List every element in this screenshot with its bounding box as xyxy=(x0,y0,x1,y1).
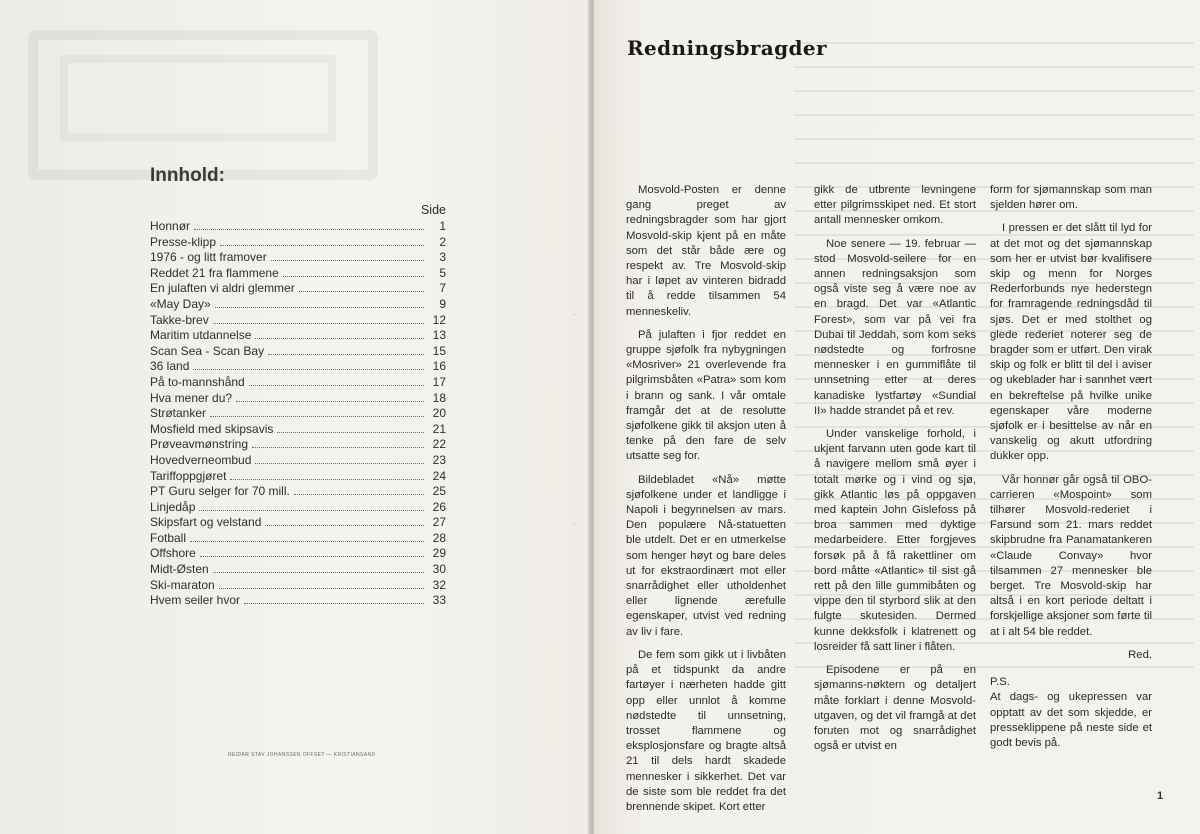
toc-entry xyxy=(150,313,446,329)
toc-leader-dots xyxy=(252,438,424,448)
toc-leader-dots xyxy=(199,501,424,511)
toc-title: Innhold: xyxy=(150,165,225,186)
postscript-text: At dags- og ukepressen var opptatt av det som skjedde, er presseklippene på neste side et godt bevis på. xyxy=(990,691,1152,749)
toc-leader-dots xyxy=(230,470,424,480)
article-paragraph: Episodene er på en sjømanns-nøktern og detaljert måte forklart i denne Mosvold-utgaven, og det vil framgå at det foruten mot og snarrådighet også er utvist en xyxy=(814,664,976,753)
left-page xyxy=(0,0,590,834)
toc-leader-dots xyxy=(194,220,424,230)
article-paragraph: I pressen er det slått til lyd for at det mot og det sjømannskap som her er utvist bør kvalifisere skip og menn for Norges Rederforbunds nye hederstegn for framragende redningsdåd til sjøs. Det er med stolthet og glede rederiet noterer seg de bragder som er utført. Den virak skip og folk er blitt til del i aviser og ukeblader har i sannhet vært en bekreftelse på hvilke unike egenskaper våre moderne sjøfolk er i besittelse av når en vanskelig og akutt utfordring dukker opp. xyxy=(990,222,1152,463)
toc-leader-dots xyxy=(294,485,424,495)
toc-entry-page: 21 xyxy=(432,421,446,436)
toc-entry-title: Hva mener du? xyxy=(150,390,233,405)
toc-entry-page: 7 xyxy=(439,281,446,296)
toc-leader-dots xyxy=(236,392,424,402)
article-paragraph: Noe senere — 19. februar — stod Mosvold-seilere for en annen redningsaksjon som også viste seg å være noe av en bragd. Det var «Atlantic Forest», som var på vei fra Dubai til Jeddah, som kom seks nødstedte og forfrosne mennesker i en gummiflåte til unnsetning etter at deres kanadiske lystfartøy «Sundial II» hadde strandet på et rev. xyxy=(814,237,976,417)
article-paragraph: Bildebladet «Nå» møtte sjøfolkene under et landligge i Napoli i begynnelsen av mars. Den populære Nå-statuetten ble utdelt. Det er en utmerkelse som henger høyt og bare deles ut for ekstraordinært mot eller snarrådighet eller utholdenhet eller lignende ærefulle egenskaper, utvist ved redning av liv i fare. xyxy=(626,473,786,638)
toc-entry xyxy=(150,344,446,360)
article-paragraph: form for sjømannskap som man sjelden hører om. xyxy=(990,184,1152,212)
toc-entry-page: 24 xyxy=(432,468,446,483)
toc-entry-page: 5 xyxy=(439,265,446,280)
gutter-mark: · xyxy=(573,310,576,319)
toc-entry-title: Hvem seiler hvor xyxy=(150,593,241,608)
toc-leader-dots xyxy=(277,423,424,433)
toc-entry xyxy=(150,500,446,516)
toc-leader-dots xyxy=(255,454,424,464)
toc-entry-page: 17 xyxy=(432,374,446,389)
toc-entry-page: 16 xyxy=(432,359,446,374)
toc-entry-title: Strøtanker xyxy=(150,406,207,421)
toc-entry-title: 1976 - og litt framover xyxy=(150,250,267,265)
toc-entry-title: 36 land xyxy=(150,359,190,374)
article-paragraph: De fem som gikk ut i livbåten på et tidspunkt da andre fartøyer i nærheten hadde gitt opp eller unnlot å komme nødstedte til unnsetning, trosset flammene og eksplosjonsfare og bragte altså 21 til dels hardt skadede mennesker i sikkerhet. Det var de siste som ble reddet fra det brennende skipet. Kort etter xyxy=(626,648,786,813)
page-number: 1 xyxy=(1157,790,1164,802)
toc-entry-title: Mosfield med skipsavis xyxy=(150,421,274,436)
toc-entry-page: 15 xyxy=(432,343,446,358)
toc-entry xyxy=(150,437,446,453)
toc-entry-title: «May Day» xyxy=(150,296,211,311)
toc-entry-page: 12 xyxy=(432,312,446,327)
article-paragraph: gikk de utbrente levningene etter pilgrimsskipet ned. Et stort antall mennesker omkom. xyxy=(814,184,976,227)
toc-entry-page: 20 xyxy=(432,406,446,421)
article-column-2 xyxy=(814,183,976,762)
toc-entry xyxy=(150,562,446,578)
toc-entry-title: Skipsfart og velstand xyxy=(150,515,262,530)
toc-entry-title: En julaften vi aldri glemmer xyxy=(150,281,295,296)
toc-page-column-label: Side xyxy=(420,203,446,217)
toc-leader-dots xyxy=(215,298,424,308)
toc-entry xyxy=(150,219,446,235)
toc-entry xyxy=(150,250,446,266)
toc-leader-dots xyxy=(190,532,424,542)
toc-entry-page: 23 xyxy=(432,452,446,467)
toc-leader-dots xyxy=(268,345,424,355)
toc-entry xyxy=(150,593,446,609)
toc-entry xyxy=(150,578,446,594)
toc-leader-dots xyxy=(210,407,424,417)
toc-entry xyxy=(150,281,446,297)
toc-leader-dots xyxy=(219,579,424,589)
toc-entry-page: 32 xyxy=(432,577,446,592)
article-paragraph: På julaften i fjor reddet en gruppe sjøfolk fra nybygningen «Mosriver» 21 overlevende fra pilgrimsbåten «Patra» som kom i brann og sank. I vår omtale framgår det at de resolutte sjøfolkene gikk til aksjon uten å tenke på den fare de selv utsatte seg for. xyxy=(626,328,786,463)
toc-entry-page: 30 xyxy=(432,562,446,577)
toc-entry-title: På to-mannshånd xyxy=(150,374,245,389)
show-through-artwork-inner xyxy=(60,55,336,141)
toc-entry-page: 1 xyxy=(439,219,446,233)
toc-entry-page: 3 xyxy=(439,250,446,265)
article-column-1 xyxy=(626,183,786,823)
article-paragraph: Under vanskelige forhold, i ukjent farvann uten gode kart til å navigere mellom små øyer i totalt mørke og i vind og sjø, gikk Atlantic løs på oppgaven med kaptein John Gislefoss på broa sammen med dyktige medarbeidere. Etter forgjeves forsøk på å få rakettliner om bord måtte «Atlantic» til sist gå rett på den lille gummibåten og vippe den til styrbord slik at den fulgte skutesiden. Dermed kunne dekksfolk i klatrenett og losreider få satt liner i flåten. xyxy=(814,428,976,653)
toc-entry-page: 13 xyxy=(432,328,446,343)
toc-entry-title: Linjedåp xyxy=(150,499,196,514)
toc-leader-dots xyxy=(299,282,424,292)
toc-leader-dots xyxy=(255,329,424,339)
toc-entry xyxy=(150,266,446,282)
toc-entry xyxy=(150,235,446,251)
toc-entry-title: Tariffoppgjøret xyxy=(150,468,227,483)
toc-entry xyxy=(150,546,446,562)
toc-entry-title: Midt-Østen xyxy=(150,562,209,577)
toc-entry-page: 25 xyxy=(432,484,446,499)
article-paragraph: Mosvold-Posten er denne gang preget av redningsbragder som har gjort Mosvold-skip kjent på en måte som det står både ære og respekt av. Tre Mosvold-skip har i løpet av vinteren bidradd til å redde tilsammen 54 menneskeliv. xyxy=(626,184,786,318)
toc-leader-dots xyxy=(271,251,424,261)
toc-entry-page: 26 xyxy=(432,499,446,514)
toc-entry-title: Scan Sea - Scan Bay xyxy=(150,343,265,358)
toc-entry-page: 22 xyxy=(432,437,446,452)
article-headline: Redningsbragder xyxy=(627,36,827,60)
article-column-3 xyxy=(990,183,1152,759)
toc-entry xyxy=(150,469,446,485)
toc-entry-title: Prøveavmønstring xyxy=(150,437,249,452)
toc-leader-dots xyxy=(249,376,424,386)
table-of-contents xyxy=(150,219,446,609)
right-page xyxy=(594,0,1200,834)
toc-entry xyxy=(150,422,446,438)
printer-credit: REIDAR STAV JOHANSSEN OFFSET — KRISTIANSAND xyxy=(228,752,376,758)
editor-signature: Red. xyxy=(1128,648,1152,661)
toc-entry-title: Honnør xyxy=(150,219,191,233)
toc-entry xyxy=(150,391,446,407)
toc-entry-title: PT Guru selger for 70 mill. xyxy=(150,484,290,499)
toc-entry xyxy=(150,328,446,344)
toc-entry-page: 28 xyxy=(432,530,446,545)
toc-entry-title: Reddet 21 fra flammene xyxy=(150,265,279,280)
toc-entry-page: 9 xyxy=(439,296,446,311)
article-column-3-body xyxy=(990,183,1152,640)
toc-entry xyxy=(150,375,446,391)
toc-entry xyxy=(150,453,446,469)
toc-entry xyxy=(150,515,446,531)
toc-entry-page: 2 xyxy=(439,234,446,249)
toc-leader-dots xyxy=(220,236,424,246)
toc-entry xyxy=(150,406,446,422)
toc-leader-dots xyxy=(193,360,424,370)
toc-entry-title: Hovedverneombud xyxy=(150,452,252,467)
toc-leader-dots xyxy=(213,314,424,324)
toc-entry-page: 33 xyxy=(432,593,446,608)
article-paragraph: Vår honnør går også til OBO-carrieren «Mospoint» som tilhører Mosvold-rederiet i Farsund som 21. mars reddet skipbrudne fra Panamatankeren «Claude Convay» hvor tilsammen 27 mennesker ble berget. Tre Mosvold-skip har altså i en kort periode deltatt i forskjellige aksjoner som førte til at i alt 54 ble reddet. xyxy=(990,473,1152,638)
toc-entry-title: Offshore xyxy=(150,546,196,561)
toc-entry xyxy=(150,484,446,500)
gutter-mark: · xyxy=(573,520,576,529)
toc-leader-dots xyxy=(213,563,424,573)
toc-entry-title: Fotball xyxy=(150,530,187,545)
toc-entry-page: 29 xyxy=(432,546,446,561)
toc-entry-page: 18 xyxy=(432,390,446,405)
toc-entry xyxy=(150,531,446,547)
toc-leader-dots xyxy=(244,594,424,604)
toc-entry-title: Takke-brev xyxy=(150,312,209,327)
toc-entry-page: 27 xyxy=(432,515,446,530)
toc-entry-title: Presse-klipp xyxy=(150,234,217,249)
postscript-label: P.S. xyxy=(990,676,1010,689)
toc-entry xyxy=(150,359,446,375)
toc-entry-title: Ski-maraton xyxy=(150,577,215,592)
toc-leader-dots xyxy=(200,547,424,557)
toc-leader-dots xyxy=(265,516,424,526)
toc-entry-title: Maritim utdannelse xyxy=(150,328,252,343)
toc-entry xyxy=(150,297,446,313)
toc-leader-dots xyxy=(283,267,424,277)
